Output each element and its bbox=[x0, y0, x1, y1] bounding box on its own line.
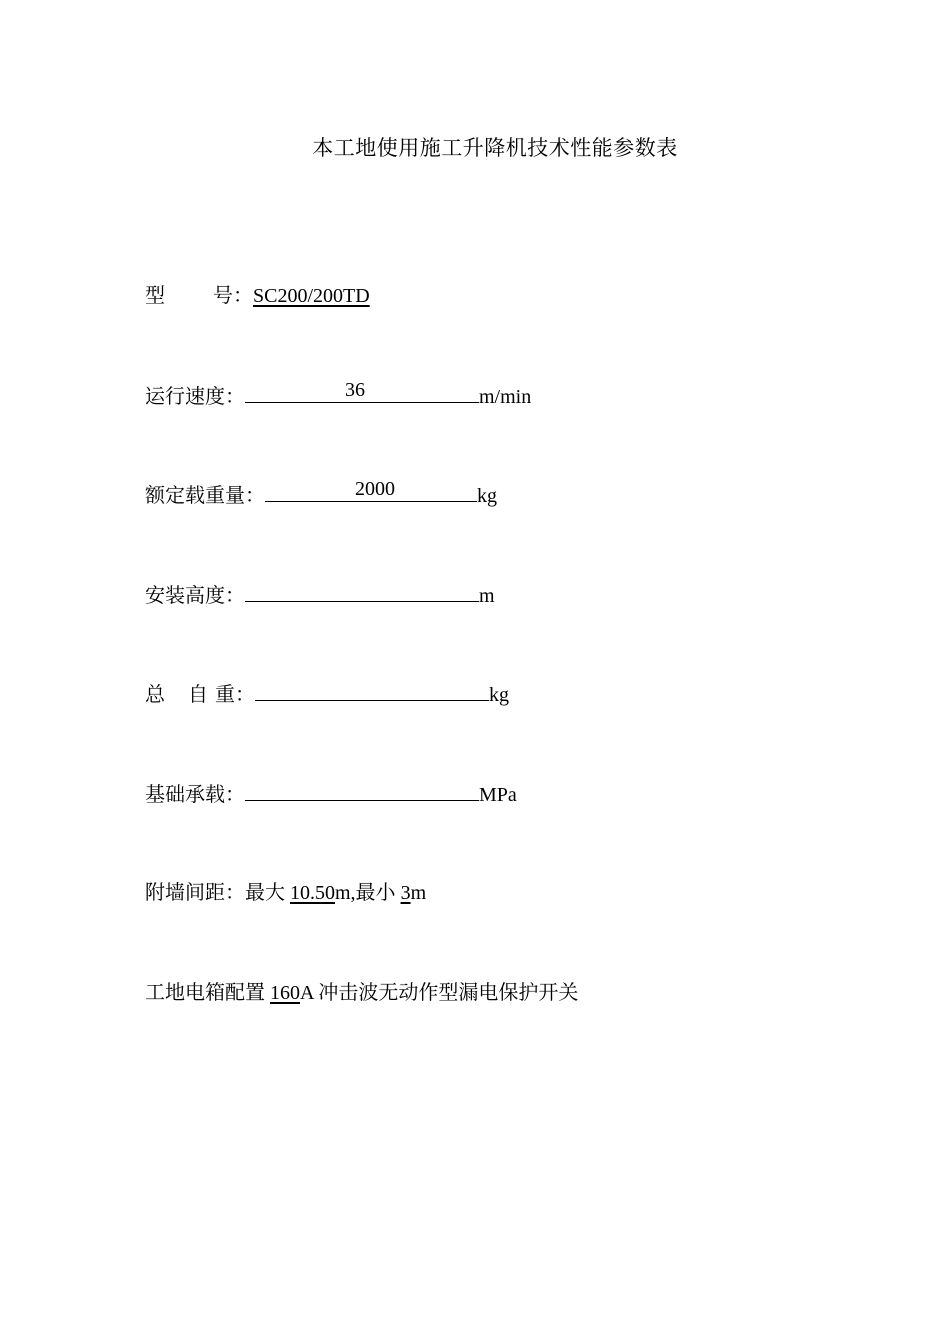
model-label-part2: 号： bbox=[213, 285, 253, 307]
electrical-row bbox=[145, 979, 578, 1007]
wall-spacing-max-value: 10.50 bbox=[290, 882, 335, 904]
foundation-load-blank bbox=[245, 780, 479, 801]
install-height-blank bbox=[245, 581, 479, 602]
wall-spacing-min-suffix: m bbox=[410, 882, 427, 904]
total-weight-blank bbox=[255, 680, 489, 701]
total-weight-unit: kg bbox=[489, 684, 509, 706]
wall-spacing-min-value: 3 bbox=[400, 882, 411, 904]
total-weight-row bbox=[145, 680, 509, 708]
wall-spacing-row bbox=[145, 879, 426, 907]
foundation-load-label: 基础承载： bbox=[145, 784, 245, 806]
rated-load-row bbox=[145, 478, 497, 509]
model-row bbox=[145, 282, 370, 310]
rated-load-value: 2000 bbox=[355, 478, 395, 500]
electrical-value: 160 bbox=[270, 982, 300, 1004]
speed-value: 36 bbox=[345, 379, 365, 401]
document-title: 本工地使用施工升降机技术性能参数表 bbox=[312, 136, 678, 160]
total-weight-label-part3: 重： bbox=[215, 684, 255, 706]
speed-label: 运行速度： bbox=[145, 386, 245, 408]
rated-load-label: 额定载重量： bbox=[145, 485, 265, 507]
wall-spacing-label: 附墙间距： bbox=[145, 882, 245, 904]
total-weight-label-part2: 自 bbox=[188, 684, 208, 706]
electrical-prefix: 工地电箱配置 bbox=[145, 982, 265, 1004]
foundation-load-row bbox=[145, 780, 517, 808]
electrical-suffix: A 冲击波无动作型漏电保护开关 bbox=[300, 982, 579, 1004]
foundation-load-unit: MPa bbox=[479, 784, 517, 806]
wall-spacing-max-prefix: 最大 bbox=[245, 882, 285, 904]
speed-unit: m/min bbox=[479, 386, 532, 408]
wall-spacing-max-suffix: m,最小 bbox=[335, 882, 396, 904]
speed-blank bbox=[245, 379, 479, 403]
install-height-unit: m bbox=[479, 585, 495, 607]
install-height-label: 安装高度： bbox=[145, 585, 245, 607]
install-height-row bbox=[145, 581, 495, 609]
model-value: SC200/200TD bbox=[253, 285, 370, 307]
total-weight-label-part1: 总 bbox=[145, 684, 165, 706]
speed-row bbox=[145, 379, 532, 410]
rated-load-unit: kg bbox=[477, 485, 497, 507]
model-label-part1: 型 bbox=[145, 285, 165, 307]
rated-load-blank bbox=[265, 478, 477, 502]
